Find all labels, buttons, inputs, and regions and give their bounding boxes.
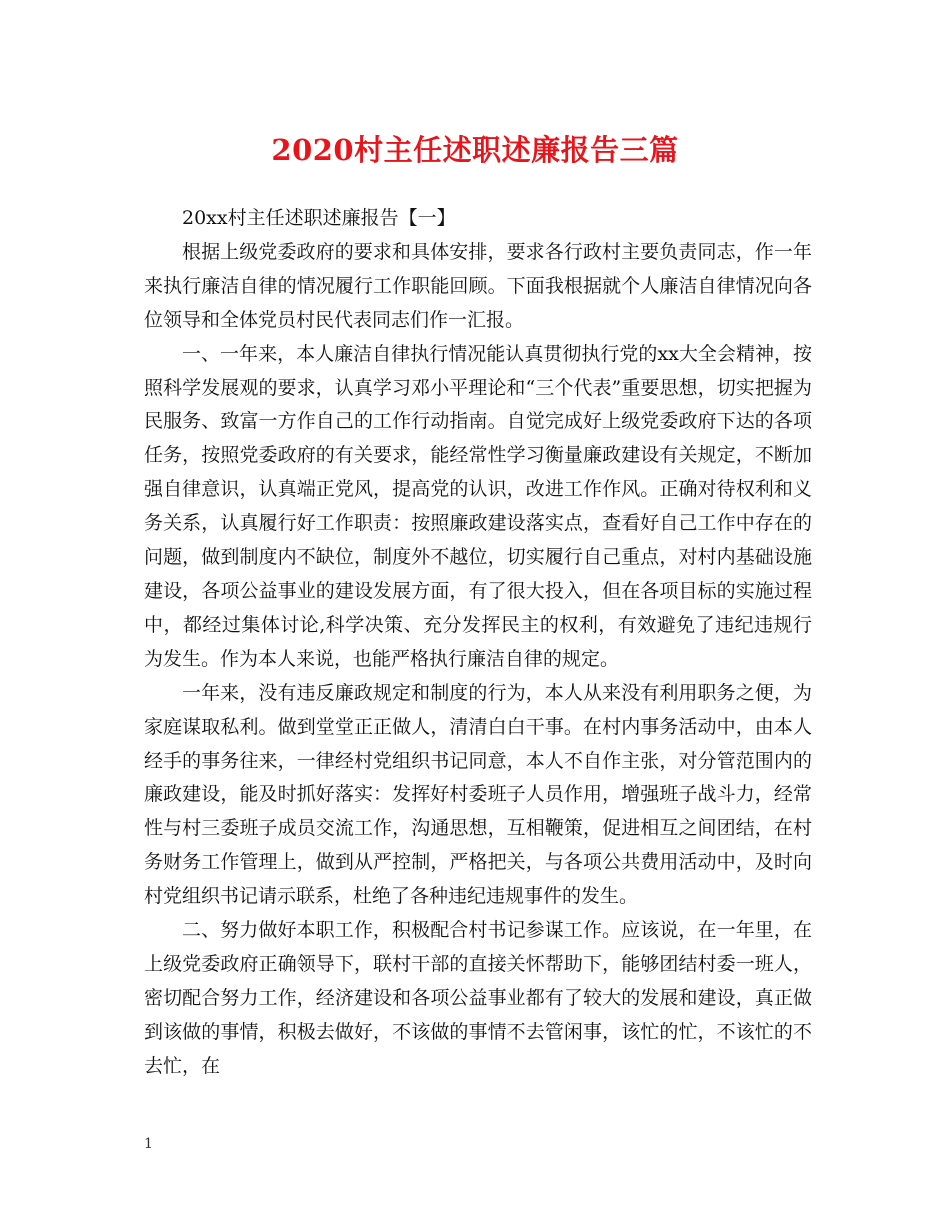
paragraph-section-one: 一、一年来，本人廉洁自律执行情况能认真贯彻执行党的xx大全会精神，按照科学发展观的要求，认真学习邓小平理论和“三个代表”重要思想，切实把握为民服务、致富一方作自己的工作行动指南。自觉完成好上级党委政府下达的各项任务，按照党委政府的有关要求，能经常性学习衡量廉政建设有关规定，不断加强自律意识，认真端正党风，提高党的认识，改进工作作风。正确对待权利和义务关系，认真履行好工作职责：按照廉政建设落实点，查看好自己工作中存在的问题，做到制度内不缺位，制度外不越位，切实履行自己重点，对村内基础设施建设，各项公益事业的建设发展方面，有了很大投入，但在各项目标的实施过程中，都经过集体讨论,科学决策、充分发挥民主的权利，有效避免了违纪违规行为发生。作为本人来说，也能严格执行廉洁自律的规定。 [144, 342, 812, 670]
paragraph-section-two: 二、努力做好本职工作，积极配合村书记参谋工作。应该说，在一年里，在上级党委政府正确领导下，联村干部的直接关怀帮助下，能够团结村委一班人，密切配合努力工作，经济建设和各项公益事业都有了较大的发展和建设，真正做到该做的事情，积极去做好，不该做的事情不去管闲事，该忙的忙，不该忙的不去忙，在 [144, 919, 812, 1077]
section-heading: 20xx村主任述职述廉报告【一】 [182, 207, 456, 229]
paragraph-intro: 根据上级党委政府的要求和具体安排，要求各行政村主要负责同志，作一年来执行廉洁自律的情况履行工作职能回顾。下面我根据就个人廉洁自律情况向各位领导和全体党员村民代表同志们作一汇报。 [144, 240, 812, 331]
document-body [144, 202, 812, 1084]
page-number: 1 [144, 1136, 153, 1152]
document-title: 2020村主任述职述廉报告三篇 [271, 133, 679, 167]
paragraph-integrity: 一年来，没有违反廉政规定和制度的行为，本人从来没有利用职务之便，为家庭谋取私利。做到堂堂正正做人，清清白白干事。在村内事务活动中，由本人经手的事务往来，一律经村党组织书记同意，本人不自作主张，对分管范围内的廉政建设，能及时抓好落实：发挥好村委班子人员作用，增强班子战斗力，经常性与村三委班子成员交流工作，沟通思想，互相鞭策，促进相互之间团结，在村务财务工作管理上，做到从严控制，严格把关，与各项公共费用活动中，及时向村党组织书记请示联系，杜绝了各种违纪违规事件的发生。 [144, 681, 812, 908]
